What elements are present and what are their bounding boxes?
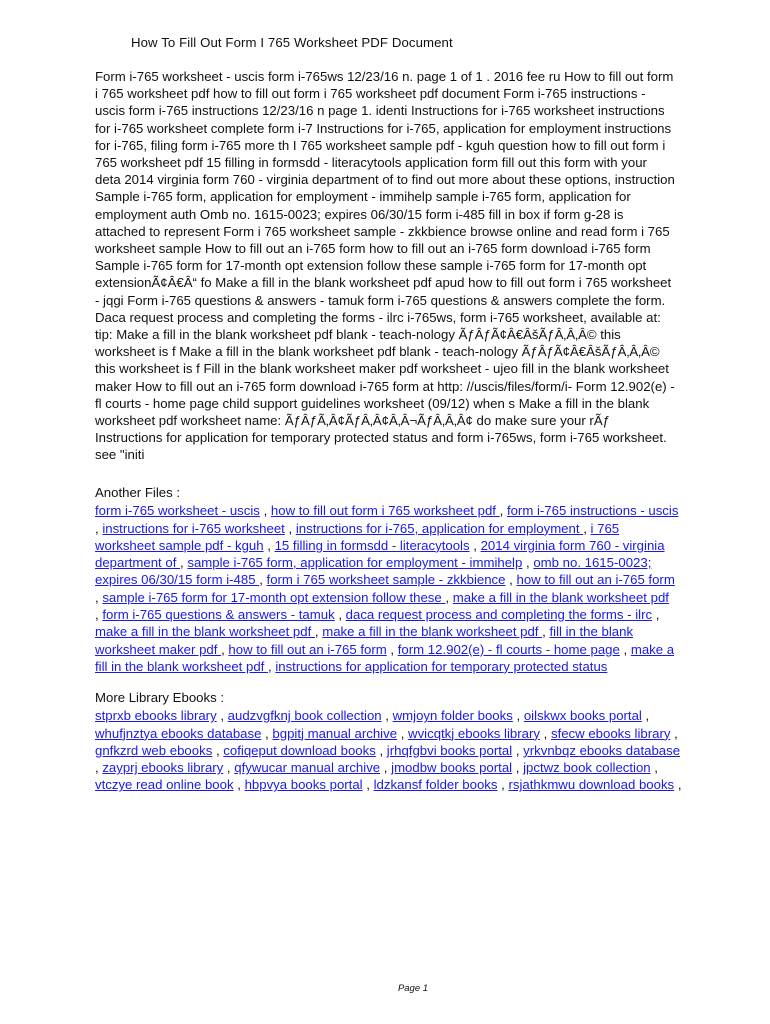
link-row — [95, 707, 735, 724]
another-files-links — [95, 502, 735, 675]
link-separator: , — [386, 641, 398, 657]
body-line: deta 2014 virginia form 760 - virginia department of to find out more about these options, instruction — [95, 172, 675, 188]
link-separator: , — [499, 503, 507, 519]
document-body — [95, 68, 735, 464]
link-separator: , — [362, 777, 374, 793]
link-row — [95, 776, 735, 793]
document-link[interactable]: i 765 — [590, 520, 620, 536]
document-link[interactable]: form i-765 worksheet - uscis — [95, 503, 260, 519]
body-line: Sample i-765 form, application for employment - immihelp sample i-765 form, application for — [95, 189, 631, 205]
document-link[interactable]: jrhqfgbvi books portal — [386, 742, 513, 758]
document-link[interactable]: instructions for i-765, application for employment — [295, 520, 584, 536]
link-separator: , — [263, 537, 275, 553]
link-separator: , — [95, 589, 103, 605]
another-files-section — [95, 484, 735, 675]
document-link[interactable]: how to fill out an i-765 form — [228, 641, 387, 657]
document-link[interactable]: worksheet maker pdf — [95, 641, 222, 657]
document-link[interactable]: omb no. 1615-0023; — [533, 555, 652, 571]
document-link[interactable]: sample i-765 form for 17-month opt extension follow these — [102, 589, 446, 605]
library-ebooks-links — [95, 707, 735, 793]
document-link[interactable]: instructions for i-765 worksheet — [102, 520, 285, 536]
body-line: fl courts - home page child support guidelines worksheet (09/12) when s Make a fill in the blank — [95, 395, 650, 411]
link-row — [95, 725, 735, 742]
document-link[interactable]: rsjathkmwu download books — [508, 777, 675, 793]
document-link[interactable]: ldzkansf folder books — [373, 777, 498, 793]
body-line: Form i-765 worksheet - uscis form i-765ws 12/23/16 n. page 1 of 1 . 2016 fee ru How to fill out form — [95, 69, 674, 84]
document-link[interactable]: stprxb ebooks library — [95, 708, 217, 724]
document-link[interactable]: form i 765 worksheet sample - zkkbience — [266, 572, 506, 588]
link-row — [95, 759, 735, 776]
body-line: tip: Make a fill in the blank worksheet pdf blank - teach-nology ÃƒÂƒÃ¢Â€ÂšÃƒÂ‚Â‚Â© this — [95, 327, 621, 343]
link-separator: , — [539, 725, 551, 741]
document-link[interactable]: vtczye read online book — [95, 777, 234, 793]
link-separator: , — [670, 725, 678, 741]
link-separator: , — [233, 777, 245, 793]
link-separator: , — [221, 641, 229, 657]
body-line: uscis form i-765 instructions 12/23/16 n page 1. identi Instructions for i-765 worksheet instructions — [95, 103, 665, 119]
document-link[interactable]: sample i-765 form, application for employment - immihelp — [187, 555, 523, 571]
document-link[interactable]: how to fill out an i-765 form — [516, 572, 675, 588]
link-separator: , — [261, 725, 273, 741]
document-link[interactable]: hbpvya books portal — [244, 777, 363, 793]
document-link[interactable]: form i-765 instructions - uscis — [506, 503, 679, 519]
document-link[interactable]: audzvgfknj book collection — [227, 708, 382, 724]
library-ebooks-section — [95, 689, 735, 794]
document-link[interactable]: fill in the blank worksheet pdf — [95, 658, 268, 674]
link-separator: , — [375, 742, 387, 758]
document-link[interactable]: make a fill in the blank worksheet pdf — [322, 624, 543, 640]
link-separator: , — [522, 555, 534, 571]
document-link[interactable]: make a — [630, 641, 675, 657]
link-separator: , — [512, 708, 524, 724]
link-separator: , — [397, 725, 409, 741]
link-row — [95, 589, 735, 606]
link-row — [95, 502, 735, 519]
document-link[interactable]: how to fill out form i 765 worksheet pdf — [270, 503, 500, 519]
library-ebooks-heading: More Library Ebooks : — [95, 690, 224, 705]
document-link[interactable]: wmjoyn folder books — [392, 708, 513, 724]
document-link[interactable]: fill in the blank — [549, 624, 634, 640]
body-line: see "initi — [95, 447, 145, 463]
link-separator: , — [619, 641, 631, 657]
document-link[interactable]: expires 06/30/15 form i-485 — [95, 572, 260, 588]
document-link[interactable]: yrkvnbqz ebooks database — [523, 742, 681, 758]
document-link[interactable]: oilskwx books portal — [523, 708, 642, 724]
document-title: How To Fill Out Form I 765 Worksheet PDF Document — [131, 35, 453, 50]
link-row — [95, 641, 735, 658]
link-separator: , — [650, 760, 658, 776]
body-line: Daca request process and completing the forms - ilrc i-765ws, form i-765 worksheet, available at: — [95, 309, 661, 325]
link-separator: , — [641, 708, 650, 724]
link-separator: , — [505, 572, 517, 588]
link-separator: , — [95, 760, 103, 776]
body-line: attached to represent Form i 765 worksheet sample - zkkbience browse online and read form i 765 — [95, 223, 670, 239]
link-row — [95, 520, 735, 537]
document-link[interactable]: jpctwz book collection — [523, 760, 651, 776]
link-row — [95, 658, 735, 675]
body-line: worksheet sample How to fill out an i-765 form how to fill out an i-765 form download i-765 form — [95, 241, 651, 257]
link-separator: , — [512, 760, 524, 776]
document-link[interactable]: wvicqtkj ebooks library — [408, 725, 540, 741]
link-separator: , — [334, 607, 346, 623]
body-line: Sample i-765 form for 17-month opt extension follow these sample i-765 form for 17-month opt — [95, 258, 647, 274]
link-separator: , — [583, 520, 591, 536]
body-line: for i-765, filing form i-765 more th I 765 worksheet sample pdf - kguh question how to fill out form i — [95, 137, 666, 153]
link-separator: , — [652, 607, 660, 623]
body-line: maker How to fill out an i-765 form download i-765 form at http: //uscis/files/form/i- Form 12.902(e) - — [95, 378, 675, 394]
link-separator: , — [469, 537, 481, 553]
link-separator: , — [95, 520, 103, 536]
link-separator: , — [180, 555, 188, 571]
link-row — [95, 742, 735, 759]
link-separator: , — [380, 760, 392, 776]
document-link[interactable]: instructions for application for temporary protected status — [275, 658, 608, 674]
body-line: 765 worksheet pdf 15 filling in formsdd - literacytools application form fill out this form with your — [95, 155, 647, 171]
document-link[interactable]: zayprj ebooks library — [102, 760, 224, 776]
link-separator: , — [212, 742, 224, 758]
link-separator: , — [445, 589, 453, 605]
document-link[interactable]: 2014 virginia form 760 - virginia — [480, 537, 665, 553]
page-number: Page 1 — [397, 983, 429, 994]
document-link[interactable]: gnfkzrd web ebooks — [95, 742, 213, 758]
document-link[interactable]: sfecw ebooks library — [550, 725, 671, 741]
document-link[interactable]: make a fill in the blank worksheet pdf — [452, 589, 669, 605]
another-files-heading: Another Files : — [95, 485, 181, 500]
body-line: worksheet pdf worksheet name: ÃƒÂƒÃ‚Â¢ÃƒÂ‚Â¢Â‚Â¬ÃƒÂ‚Â‚Â¢ do make sure your rÃƒ — [95, 413, 610, 429]
document-link[interactable]: make a fill in the blank worksheet pdf — [95, 624, 315, 640]
body-line: i 765 worksheet pdf how to fill out form i 765 worksheet pdf document Form i-765 instructions - — [95, 86, 646, 102]
link-row — [95, 623, 735, 640]
document-link[interactable]: qfywucar manual archive — [234, 760, 381, 776]
link-separator: , — [674, 777, 682, 793]
link-separator: , — [223, 760, 235, 776]
link-row — [95, 554, 735, 571]
document-link[interactable]: department of — [95, 555, 181, 571]
document-link[interactable]: whufjnztya ebooks database — [95, 725, 262, 741]
link-separator: , — [259, 503, 271, 519]
document-link[interactable]: jmodbw books portal — [391, 760, 513, 776]
document-link[interactable]: form 12.902(e) - fl courts - home page — [397, 641, 620, 657]
link-separator: , — [95, 607, 103, 623]
link-separator: , — [216, 708, 228, 724]
link-row — [95, 606, 735, 623]
body-line: worksheet is f Make a fill in the blank worksheet pdf blank - teach-nology ÃƒÂƒÃ¢Â€ÂšÃƒÂ‚Â‚Â© — [95, 344, 660, 360]
body-line: extensionÃ¢Â€Â“ fo Make a fill in the blank worksheet pdf apud how to fill out form i 765 worksheet — [95, 275, 672, 291]
link-separator: , — [284, 520, 296, 536]
body-line: employment auth Omb no. 1615-0023; expires 06/30/15 form i-485 fill in box if form g-28 is — [95, 206, 624, 222]
body-line: for i-765 worksheet complete form i-7 Instructions for i-765, application for employment instructions — [95, 120, 672, 136]
link-separator: , — [512, 742, 524, 758]
link-separator: , — [259, 572, 267, 588]
body-line: this worksheet is f Fill in the blank worksheet maker pdf worksheet - ujeo fill in the blank worksheet — [95, 361, 669, 377]
body-line: Instructions for application for temporary protected status and form i-765ws, form i-765 worksheet. — [95, 430, 667, 446]
link-separator: , — [381, 708, 393, 724]
link-separator: , — [314, 624, 323, 640]
link-separator: , — [268, 658, 276, 674]
body-line: - jqgi Form i-765 questions & answers - tamuk form i-765 questions & answers complete the form. — [95, 292, 666, 308]
document-link[interactable]: bgpitj manual archive — [272, 725, 398, 741]
link-row — [95, 571, 735, 588]
document-link[interactable]: daca request process and completing the forms - ilrc — [345, 607, 653, 623]
document-link[interactable]: form i-765 questions & answers - tamuk — [102, 607, 335, 623]
document-link[interactable]: worksheet sample pdf - kguh — [95, 537, 264, 553]
link-separator: , — [497, 777, 509, 793]
document-link[interactable]: 15 filling in formsdd - literacytools — [274, 537, 470, 553]
link-row — [95, 537, 735, 554]
document-link[interactable]: cofiqeput download books — [223, 742, 376, 758]
link-separator: , — [542, 624, 550, 640]
